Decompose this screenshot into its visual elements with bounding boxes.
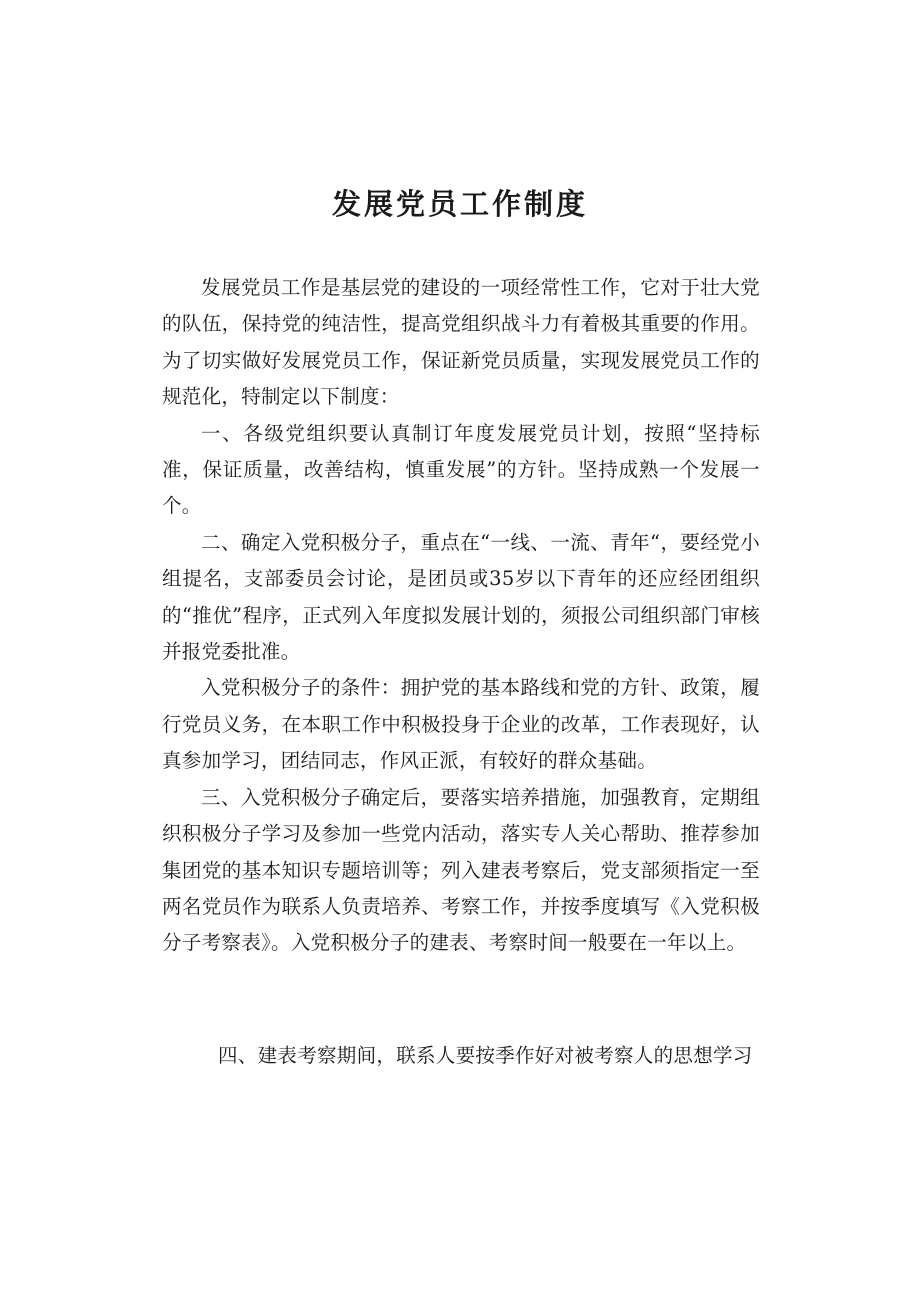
activist-conditions-paragraph: 入党积极分子的条件：拥护党的基本路线和党的方针、政策，履行党员义务，在本职工作中积极投身于企业的改革，工作表现好，认真参加学习，团结同志，作风正派，有较好的群众基础。 [162, 676, 760, 773]
document-body [162, 270, 760, 962]
rule-3-paragraph: 三、入党积极分子确定后，要落实培养措施，加强教育，定期组织积极分子学习及参加一些党内活动，落实专人关心帮助、推荐参加集团党的基本知识专题培训等；列入建表考察后，党支部须指定一至两名党员作为联系人负责培养、考察工作，并按季度填写《入党积极分子考察表》。入党积极分子的建表、考察时间一般要在一年以上。 [162, 785, 760, 955]
rule-2-paragraph: 二、确定入党积极分子，重点在“一线、一流、青年“，要经党小组提名，支部委员会讨论，是团员或35岁以下青年的还应经团组织的“推优”程序，正式列入年度拟发展计划的，须报公司组织部门审核并报党委批准。 [162, 530, 760, 664]
intro-paragraph: 发展党员工作是基层党的建设的一项经常性工作，它对于壮大党的队伍，保持党的纯洁性，提高党组织战斗力有着极其重要的作用。为了切实做好发展党员工作，保证新党员质量，实现发展党员工作的规范化，特制定以下制度： [162, 276, 760, 409]
document-title: 发展党员工作制度 [331, 187, 588, 221]
rule-1-paragraph: 一、各级党组织要认真制订年度发展党员计划，按照“坚持标准，保证质量，改善结构，慎重发展”的方针。坚持成熟一个发展一个。 [162, 421, 760, 518]
rule-4-paragraph: 四、建表考察期间，联系人要按季作好对被考察人的思想学习 [218, 1044, 753, 1067]
